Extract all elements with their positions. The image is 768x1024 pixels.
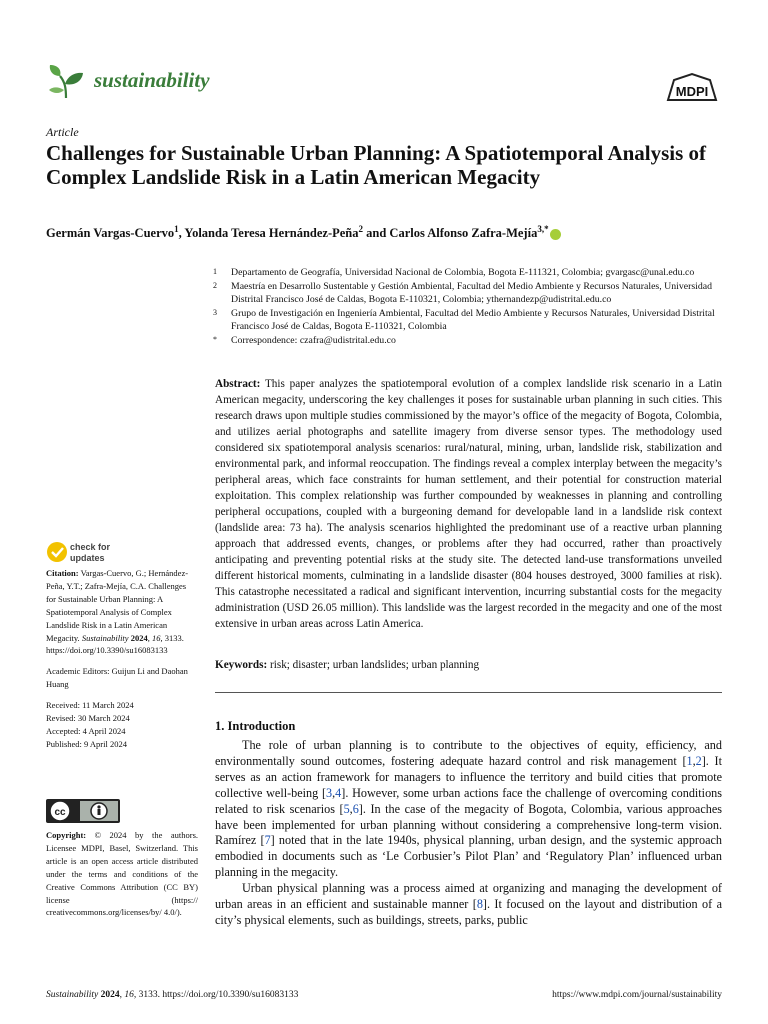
citation-link[interactable]: 6 (352, 801, 359, 816)
citation-link[interactable]: 7 (264, 833, 271, 848)
paragraph-text: ]. It serves as an action framework for managers to influence the territory and build cities that promote collective well-being [ (215, 753, 722, 800)
paragraph-text: , (349, 801, 353, 816)
affiliation-number: 1 (213, 267, 217, 276)
received-date: Received: 11 March 2024 (46, 700, 134, 711)
citation-link[interactable]: 2 (695, 753, 702, 768)
citation-label: Citation: (46, 568, 79, 578)
footer-doi: , 3133. https://doi.org/10.3390/su16083133 (133, 990, 299, 1000)
section-heading-introduction: 1. Introduction (215, 719, 296, 733)
affiliation-text: Grupo de Investigación en Ingeniería Ambiental, Facultad del Medio Ambiente y Recursos Naturales, Universidad Distrital Francisco José de Caldas, Bogota E-110321, Colombia (231, 307, 715, 332)
citation-link[interactable]: 4 (335, 785, 342, 800)
mdpi-logo (664, 72, 720, 102)
accepted-date: Accepted: 4 April 2024 (46, 725, 126, 736)
article-type: Article (46, 125, 79, 139)
keywords-label: Keywords: (215, 659, 268, 671)
article-title: Challenges for Sustainable Urban Planning: A Spatiotemporal Analysis of Complex Landslide Risk in a Latin American Megacity (46, 141, 707, 189)
paragraph-text: , (332, 785, 336, 800)
sidebar-info (46, 567, 196, 751)
footer-citation: Sustainability 2024, 16, 3133. https://doi.org/10.3390/su16083133 (46, 990, 299, 1000)
author-affil-sup: 3,* (537, 224, 549, 234)
affiliation-row (213, 280, 733, 307)
abstract-label: Abstract: (215, 378, 261, 390)
copyright-text: © 2024 by the authors. Licensee MDPI, Basel, Switzerland. This article is an open access article distributed under the terms and conditions of the Creative Commons Attribution (CC BY) license (https:// creativecommons.org/licenses/by/ 4.0/). (46, 830, 199, 918)
author-name: Carlos Alfonso Zafra-Mejía (389, 226, 538, 241)
citation-journal: Sustainability (81, 632, 129, 643)
cc-by-license-icon[interactable] (46, 799, 120, 823)
check-updates-line1: check for (70, 542, 111, 552)
published-date: Published: 9 April 2024 (46, 738, 127, 749)
affiliation-number: 2 (213, 280, 217, 290)
paragraph-text: ]. However, some urban actions face the challenge of overcoming conditions related to risk scenarios [ (215, 785, 722, 816)
footer-volume: 16 (124, 990, 134, 1000)
author-separator: and (363, 226, 390, 241)
affiliation-text: Maestría en Desarrollo Sustentable y Gestión Ambiental, Facultad del Medio Ambiente y Recursos Naturales, Universidad Distrital Francisco José de Caldas, Bogota E-110321, Colombia; ythernandezp@udistrital.edu.co (231, 280, 713, 305)
paragraph-text: ]. It focused on the layout and distribution of a city’s physical elements, such as buildings, streets, parks, public (215, 897, 722, 927)
svg-text:cc: cc (54, 807, 66, 818)
footer-journal: Sustainability (46, 990, 99, 1000)
academic-editors: Academic Editors: Guijun Li and Daohan Huang (46, 666, 188, 690)
author-name: Yolanda Teresa Hernández-Peña (184, 226, 359, 241)
paragraph-text: ] noted that in the late 1940s, physical planning, urban design, and the systemic approach embodied in documents such as ‘Le Corbusier’s Pilot Plan’ and ‘Regulatory Plan’ influenced urban planning in the megacity. (215, 833, 722, 880)
check-for-updates-badge[interactable] (46, 540, 136, 564)
keywords-text: risk; disaster; urban landslides; urban planning (270, 659, 480, 671)
abstract-text: This paper analyzes the spatiotemporal evolution of a complex landslide risk scenario in a Latin American megacity, underscoring the key challenges it poses for sustainable urban planning in such cities. This research draws upon multiple studies commissioned by the mayor’s office of the megacity of Bogota, Colombia, and utilizes aerial photographs and satellite imagery from diverse sensor types. The methodology used considered six spatiotemporal analysis scenarios: rural/natural, mining, urban, landslide risk, stabilization and environmental park, and informal reoccupation. The findings reveal a complex interplay between the megacity’s peripheral areas, which face constraints for human settlement, and their potential for construction material exploitation. This complex relationship was further compounded by weaknesses in planning and controlling peripheral occupations, coupled with a burgeoning demand for developable land in a landslide risk context (landslide area: 73 ha). The analysis scenarios highlighted the predominant use of a reactive urban planning approach that addressed events, changes, or problems after they had occurred, rather than proactively anticipating and preventing potential risks at the study site. The detected land-use transformations unveiled different historical moments, culminating in a landslide disaster (804 houses destroyed, 3000 families at risk). This catastrophe necessitated a radical and significant intervention, incurring substantial costs for the megacity administration (USD 26.05 million). This landslide was the largest recorded in the megacity and one of the most extensive in urban areas across Latin America. (215, 378, 722, 630)
affiliation-text: Departamento de Geografía, Universidad Nacional de Colombia, Bogota E-111321, Colombia; gvargasc@unal.edu.co (231, 267, 695, 278)
abstract (215, 376, 722, 632)
paragraph-text: , (692, 753, 696, 768)
citation: Citation: Vargas-Cuervo, G.; Hernández-Peña, Y.T.; Zafra-Mejía, C.A. Challenges for Sustainable Urban Planning: A Spatiotemporal Analysis of Complex Landslide Risk in a Latin American Megacity. Sustainability 2024, 16, 3133. https://doi.org/10.3390/su16083133 (46, 568, 189, 656)
citation-link[interactable]: 1 (686, 753, 693, 768)
journal-name: sustainability (94, 68, 210, 92)
affiliation-text: Correspondence: czafra@udistrital.edu.co (231, 334, 396, 346)
paragraph-text: ]. In the case of the megacity of Bogota, Colombia, various approaches have been implemented for urban planning without considering a comprehensive long-term vision. Ramírez [ (215, 801, 722, 848)
paragraph-text: Urban physical planning was a process aimed at organizing and managing the development of urban areas in an efficient and sustainable manner [ (215, 881, 722, 912)
copyright-notice (46, 829, 198, 919)
check-updates-line2: updates (70, 553, 105, 563)
mdpi-logo-text: MDPI (675, 84, 709, 99)
affiliation-number: * (213, 334, 217, 344)
author-list (46, 224, 736, 241)
footer-journal-url[interactable]: https://www.mdpi.com/journal/sustainability (552, 990, 722, 1000)
citation-volume: 16 (151, 632, 161, 643)
copyright-label: Copyright: (46, 830, 87, 840)
paragraph (215, 738, 722, 881)
author-affil-sup: 2 (358, 224, 364, 234)
keywords (215, 659, 722, 671)
sustainability-leaf-logo-icon (46, 62, 86, 102)
author-name: Germán Vargas-Cuervo (46, 226, 175, 241)
paragraph (215, 881, 722, 929)
affiliation-number: 3 (213, 307, 217, 317)
author-separator: , (178, 226, 185, 241)
citation-doi: , 3133. https://doi.org/10.3390/su16083133 (46, 632, 184, 656)
citation-link[interactable]: 3 (326, 785, 333, 800)
citation-year: 2024 (130, 632, 148, 643)
citation-link[interactable]: 8 (476, 897, 483, 912)
affiliation-row (213, 266, 733, 280)
footer-year: 2024 (100, 990, 120, 1000)
citation-link[interactable]: 5 (343, 801, 350, 816)
affiliation-row (213, 307, 733, 334)
citation-text: Vargas-Cuervo, G.; Hernández-Peña, Y.T.; Zafra-Mejía, C.A. Challenges for Sustainable Urban Planning: A Spatiotemporal Analysis of Complex Landslide Risk in a Latin American Megacity. (46, 568, 189, 643)
author-affil-sup: 1 (174, 224, 179, 234)
orcid-icon[interactable] (550, 229, 561, 240)
paragraph-text: The role of urban planning is to contribute to the objectives of equity, efficiency, and environmentally sound outcomes, fostering adequate hazard control and risk management [ (215, 738, 722, 768)
revised-date: Revised: 30 March 2024 (46, 713, 130, 724)
affiliation-row (213, 334, 733, 348)
introduction-body (215, 738, 722, 929)
section-divider (215, 692, 722, 693)
affiliations (213, 266, 733, 347)
